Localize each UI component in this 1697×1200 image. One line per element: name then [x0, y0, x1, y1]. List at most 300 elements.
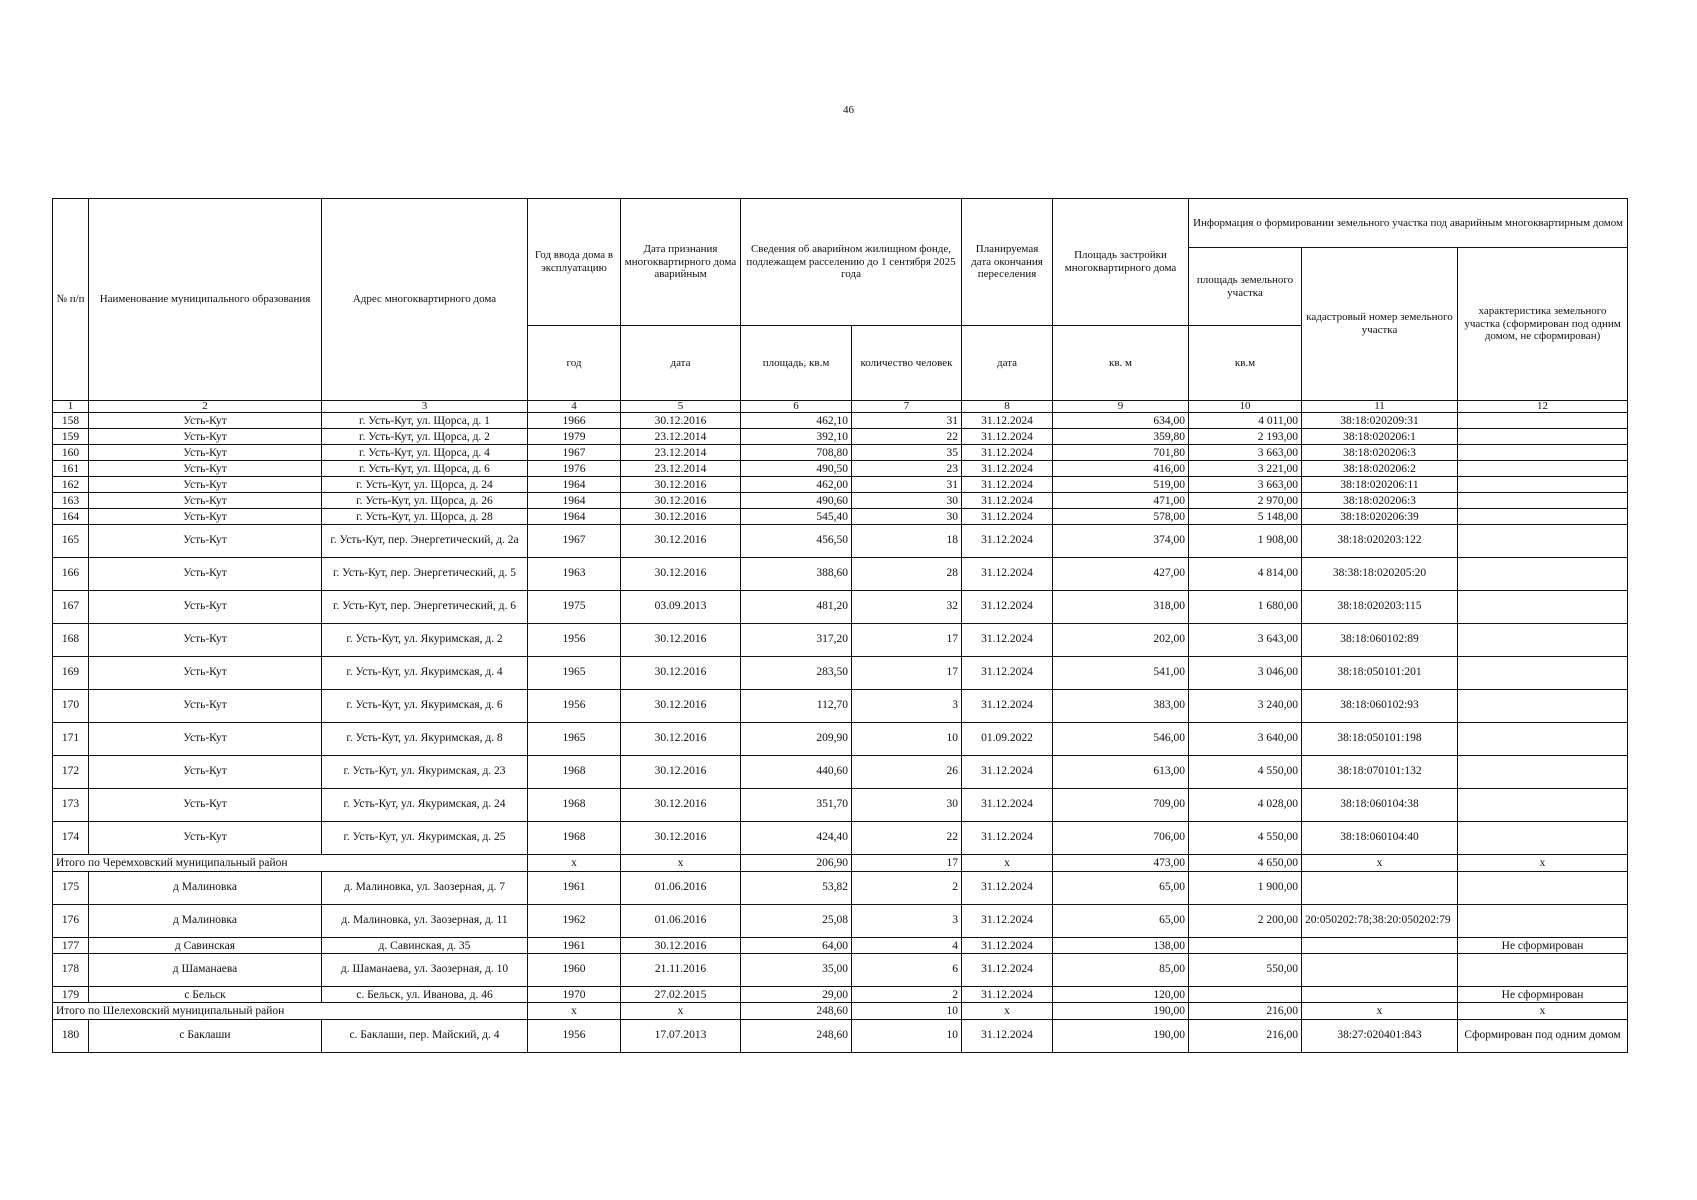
row-number: 176 — [53, 905, 89, 938]
people-count: 31 — [852, 477, 962, 493]
land-area: 3 643,00 — [1189, 624, 1302, 657]
municipality-name: д Савинская — [89, 938, 322, 954]
year-built: 1963 — [528, 558, 621, 591]
address: г. Усть-Кут, ул. Якуримская, д. 6 — [322, 690, 528, 723]
col-number: 4 — [528, 401, 621, 413]
municipality-name: Усть-Кут — [89, 591, 322, 624]
municipality-name: Усть-Кут — [89, 477, 322, 493]
municipality-name: с Баклаши — [89, 1020, 322, 1053]
municipality-name: д Шаманаева — [89, 954, 322, 987]
land-area: 3 046,00 — [1189, 657, 1302, 690]
people-count: 3 — [852, 690, 962, 723]
table-row — [53, 461, 1628, 477]
table-row — [53, 1020, 1628, 1053]
col-number: 2 — [89, 401, 322, 413]
recognition-date: 27.02.2015 — [621, 987, 741, 1003]
planned-date: 31.12.2024 — [962, 461, 1053, 477]
table-row — [53, 413, 1628, 429]
land-characteristic — [1458, 905, 1628, 938]
header-fund: Сведения об аварийном жилищном фонде, подлежащем расселению до 1 сентября 2025 года — [741, 199, 962, 326]
recognition-date: 30.12.2016 — [621, 493, 741, 509]
land-characteristic — [1458, 525, 1628, 558]
table-row — [53, 657, 1628, 690]
municipality-name: Усть-Кут — [89, 789, 322, 822]
planned-date: 31.12.2024 — [962, 477, 1053, 493]
fund-area: 388,60 — [741, 558, 852, 591]
year-built: 1956 — [528, 1020, 621, 1053]
fund-area: 456,50 — [741, 525, 852, 558]
header-build-area: Площадь застройки многоквартирного дома — [1053, 199, 1189, 326]
year-built: 1976 — [528, 461, 621, 477]
year-built: 1961 — [528, 938, 621, 954]
header-year: Год ввода дома в эксплуатацию — [528, 199, 621, 326]
land-area: 4 550,00 — [1189, 822, 1302, 855]
land-area: 3 663,00 — [1189, 477, 1302, 493]
municipality-name: д Малиновка — [89, 905, 322, 938]
table-row — [53, 789, 1628, 822]
table-row — [53, 445, 1628, 461]
year-built: 1960 — [528, 954, 621, 987]
land-characteristic — [1458, 591, 1628, 624]
land-area: 3 663,00 — [1189, 445, 1302, 461]
table-row — [53, 525, 1628, 558]
row-number: 180 — [53, 1020, 89, 1053]
row-number: 172 — [53, 756, 89, 789]
land-characteristic — [1458, 493, 1628, 509]
cadastral-number: 38:18:020206:1 — [1302, 429, 1458, 445]
header-mo: Наименование муниципального образования — [89, 199, 322, 401]
people-count: 31 — [852, 413, 962, 429]
land-area: 1 908,00 — [1189, 525, 1302, 558]
land-area: 4 011,00 — [1189, 413, 1302, 429]
build-area: 85,00 — [1053, 954, 1189, 987]
cadastral-number — [1302, 954, 1458, 987]
people-count: 18 — [852, 525, 962, 558]
people-count: 4 — [852, 938, 962, 954]
col-number: 1 — [53, 401, 89, 413]
people-count: 10 — [852, 723, 962, 756]
land-characteristic — [1458, 558, 1628, 591]
people-count: 2 — [852, 872, 962, 905]
planned-date: 31.12.2024 — [962, 657, 1053, 690]
address: г. Усть-Кут, ул. Щорса, д. 26 — [322, 493, 528, 509]
table-row — [53, 905, 1628, 938]
land-area: 4 550,00 — [1189, 756, 1302, 789]
table-row — [53, 591, 1628, 624]
land-characteristic: Сформирован под одним домом — [1458, 1020, 1628, 1053]
address: г. Усть-Кут, ул. Якуримская, д. 8 — [322, 723, 528, 756]
fund-area: 351,70 — [741, 789, 852, 822]
recognition-date: 01.06.2016 — [621, 872, 741, 905]
build-area: 578,00 — [1053, 509, 1189, 525]
cadastral-number: 38:18:020206:3 — [1302, 493, 1458, 509]
recognition-date: 30.12.2016 — [621, 624, 741, 657]
total-land: 216,00 — [1189, 1003, 1302, 1020]
unit-people: количество человек — [852, 326, 962, 401]
year-built: 1961 — [528, 872, 621, 905]
planned-date: 31.12.2024 — [962, 938, 1053, 954]
people-count: 10 — [852, 1020, 962, 1053]
col-number: 9 — [1053, 401, 1189, 413]
planned-date: 31.12.2024 — [962, 872, 1053, 905]
total-people: 10 — [852, 1003, 962, 1020]
land-characteristic — [1458, 822, 1628, 855]
total-row — [53, 855, 1628, 872]
planned-date: 31.12.2024 — [962, 789, 1053, 822]
row-number: 162 — [53, 477, 89, 493]
table-row — [53, 987, 1628, 1003]
row-number: 160 — [53, 445, 89, 461]
total-char: x — [1458, 855, 1628, 872]
table-row — [53, 624, 1628, 657]
year-built: 1956 — [528, 624, 621, 657]
fund-area: 440,60 — [741, 756, 852, 789]
year-built: 1968 — [528, 789, 621, 822]
municipality-name: Усть-Кут — [89, 509, 322, 525]
row-number: 174 — [53, 822, 89, 855]
municipality-name: Усть-Кут — [89, 657, 322, 690]
row-number: 168 — [53, 624, 89, 657]
unit-date: дата — [621, 326, 741, 401]
fund-area: 53,82 — [741, 872, 852, 905]
total-date: x — [621, 855, 741, 872]
header-planned-date: Планируемая дата окончания переселения — [962, 199, 1053, 326]
recognition-date: 30.12.2016 — [621, 723, 741, 756]
cadastral-number: 38:18:020203:122 — [1302, 525, 1458, 558]
people-count: 28 — [852, 558, 962, 591]
municipality-name: Усть-Кут — [89, 461, 322, 477]
fund-area: 490,60 — [741, 493, 852, 509]
address: г. Усть-Кут, пер. Энергетический, д. 2а — [322, 525, 528, 558]
land-characteristic — [1458, 461, 1628, 477]
land-characteristic — [1458, 509, 1628, 525]
land-characteristic — [1458, 624, 1628, 657]
total-row — [53, 1003, 1628, 1020]
year-built: 1968 — [528, 756, 621, 789]
address: д. Малиновка, ул. Заозерная, д. 7 — [322, 872, 528, 905]
table-row — [53, 558, 1628, 591]
total-year: x — [528, 855, 621, 872]
total-cad: x — [1302, 855, 1458, 872]
build-area: 65,00 — [1053, 905, 1189, 938]
planned-date: 01.09.2022 — [962, 723, 1053, 756]
row-number: 178 — [53, 954, 89, 987]
cadastral-number — [1302, 872, 1458, 905]
table-row — [53, 954, 1628, 987]
build-area: 383,00 — [1053, 690, 1189, 723]
row-number: 167 — [53, 591, 89, 624]
planned-date: 31.12.2024 — [962, 756, 1053, 789]
build-area: 471,00 — [1053, 493, 1189, 509]
build-area: 701,80 — [1053, 445, 1189, 461]
table-row — [53, 872, 1628, 905]
fund-area: 64,00 — [741, 938, 852, 954]
col-number: 3 — [322, 401, 528, 413]
row-number: 175 — [53, 872, 89, 905]
recognition-date: 23.12.2014 — [621, 429, 741, 445]
planned-date: 31.12.2024 — [962, 954, 1053, 987]
table-row — [53, 723, 1628, 756]
col-number: 10 — [1189, 401, 1302, 413]
fund-area: 25,08 — [741, 905, 852, 938]
fund-area: 317,20 — [741, 624, 852, 657]
year-built: 1964 — [528, 477, 621, 493]
fund-area: 490,50 — [741, 461, 852, 477]
header-land-info: Информация о формировании земельного участка под аварийным многоквартирным домом — [1189, 199, 1628, 248]
cadastral-number — [1302, 987, 1458, 1003]
recognition-date: 30.12.2016 — [621, 558, 741, 591]
fund-area: 545,40 — [741, 509, 852, 525]
build-area: 318,00 — [1053, 591, 1189, 624]
people-count: 22 — [852, 822, 962, 855]
row-number: 171 — [53, 723, 89, 756]
address: г. Усть-Кут, ул. Якуримская, д. 24 — [322, 789, 528, 822]
land-characteristic — [1458, 429, 1628, 445]
address: д. Савинская, д. 35 — [322, 938, 528, 954]
address: г. Усть-Кут, пер. Энергетический, д. 6 — [322, 591, 528, 624]
col-number: 7 — [852, 401, 962, 413]
address: д. Малиновка, ул. Заозерная, д. 11 — [322, 905, 528, 938]
recognition-date: 30.12.2016 — [621, 509, 741, 525]
build-area: 416,00 — [1053, 461, 1189, 477]
fund-area: 708,80 — [741, 445, 852, 461]
municipality-name: Усть-Кут — [89, 756, 322, 789]
col-number: 8 — [962, 401, 1053, 413]
col-number: 11 — [1302, 401, 1458, 413]
cadastral-number: 38:18:050101:198 — [1302, 723, 1458, 756]
address: с. Бельск, ул. Иванова, д. 46 — [322, 987, 528, 1003]
planned-date: 31.12.2024 — [962, 509, 1053, 525]
land-characteristic — [1458, 872, 1628, 905]
fund-area: 248,60 — [741, 1020, 852, 1053]
fund-area: 29,00 — [741, 987, 852, 1003]
people-count: 26 — [852, 756, 962, 789]
recognition-date: 30.12.2016 — [621, 822, 741, 855]
cadastral-number: 38:18:060102:89 — [1302, 624, 1458, 657]
year-built: 1979 — [528, 429, 621, 445]
year-built: 1966 — [528, 413, 621, 429]
people-count: 17 — [852, 657, 962, 690]
land-characteristic — [1458, 789, 1628, 822]
table-row — [53, 509, 1628, 525]
land-area: 2 200,00 — [1189, 905, 1302, 938]
header-date-recognition: Дата признания многоквартирного дома аварийным — [621, 199, 741, 326]
people-count: 22 — [852, 429, 962, 445]
header-land-area: площадь земельного участка — [1189, 248, 1302, 326]
recognition-date: 30.12.2016 — [621, 525, 741, 558]
land-area: 2 193,00 — [1189, 429, 1302, 445]
year-built: 1962 — [528, 905, 621, 938]
cadastral-number: 38:18:020203:115 — [1302, 591, 1458, 624]
cadastral-number: 38:18:020206:2 — [1302, 461, 1458, 477]
people-count: 30 — [852, 789, 962, 822]
recognition-date: 30.12.2016 — [621, 690, 741, 723]
municipality-name: Усть-Кут — [89, 525, 322, 558]
year-built: 1967 — [528, 525, 621, 558]
land-area — [1189, 938, 1302, 954]
land-area: 4 028,00 — [1189, 789, 1302, 822]
cadastral-number: 38:18:060104:38 — [1302, 789, 1458, 822]
col-number: 5 — [621, 401, 741, 413]
column-number-row — [53, 401, 1628, 413]
address: г. Усть-Кут, пер. Энергетический, д. 5 — [322, 558, 528, 591]
land-characteristic — [1458, 756, 1628, 789]
municipality-name: д Малиновка — [89, 872, 322, 905]
address: г. Усть-Кут, ул. Щорса, д. 1 — [322, 413, 528, 429]
address: г. Усть-Кут, ул. Щорса, д. 4 — [322, 445, 528, 461]
people-count: 35 — [852, 445, 962, 461]
row-number: 177 — [53, 938, 89, 954]
header-characteristic: характеристика земельного участка (сформирован под одним домом, не сформирован) — [1458, 248, 1628, 401]
table-body — [53, 401, 1628, 1053]
planned-date: 31.12.2024 — [962, 905, 1053, 938]
planned-date: 31.12.2024 — [962, 987, 1053, 1003]
build-area: 541,00 — [1053, 657, 1189, 690]
build-area: 202,00 — [1053, 624, 1189, 657]
cadastral-number: 20:050202:78;38:20:050202:79 — [1302, 905, 1458, 938]
planned-date: 31.12.2024 — [962, 690, 1053, 723]
row-number: 163 — [53, 493, 89, 509]
address: г. Усть-Кут, ул. Якуримская, д. 4 — [322, 657, 528, 690]
address: д. Шаманаева, ул. Заозерная, д. 10 — [322, 954, 528, 987]
table-row — [53, 429, 1628, 445]
build-area: 359,80 — [1053, 429, 1189, 445]
recognition-date: 23.12.2014 — [621, 461, 741, 477]
unit-planned: дата — [962, 326, 1053, 401]
land-characteristic — [1458, 723, 1628, 756]
page-number: 46 — [843, 104, 854, 116]
planned-date: 31.12.2024 — [962, 445, 1053, 461]
recognition-date: 01.06.2016 — [621, 905, 741, 938]
total-cad: x — [1302, 1003, 1458, 1020]
municipality-name: Усть-Кут — [89, 624, 322, 657]
total-planned: x — [962, 855, 1053, 872]
land-characteristic: Не сформирован — [1458, 938, 1628, 954]
unit-area: площадь, кв.м — [741, 326, 852, 401]
cadastral-number — [1302, 938, 1458, 954]
land-area: 3 221,00 — [1189, 461, 1302, 477]
unit-build: кв. м — [1053, 326, 1189, 401]
recognition-date: 30.12.2016 — [621, 789, 741, 822]
land-characteristic — [1458, 690, 1628, 723]
address: г. Усть-Кут, ул. Щорса, д. 2 — [322, 429, 528, 445]
recognition-date: 30.12.2016 — [621, 938, 741, 954]
address: г. Усть-Кут, ул. Якуримская, д. 2 — [322, 624, 528, 657]
land-characteristic — [1458, 477, 1628, 493]
cadastral-number: 38:18:070101:132 — [1302, 756, 1458, 789]
build-area: 546,00 — [1053, 723, 1189, 756]
land-area: 550,00 — [1189, 954, 1302, 987]
fund-area: 481,20 — [741, 591, 852, 624]
people-count: 17 — [852, 624, 962, 657]
recognition-date: 23.12.2014 — [621, 445, 741, 461]
people-count: 30 — [852, 509, 962, 525]
row-number: 158 — [53, 413, 89, 429]
people-count: 2 — [852, 987, 962, 1003]
total-year: x — [528, 1003, 621, 1020]
unit-land: кв.м — [1189, 326, 1302, 401]
cadastral-number: 38:18:060104:40 — [1302, 822, 1458, 855]
land-characteristic — [1458, 657, 1628, 690]
unit-year: год — [528, 326, 621, 401]
land-area — [1189, 987, 1302, 1003]
land-area: 5 148,00 — [1189, 509, 1302, 525]
year-built: 1965 — [528, 723, 621, 756]
build-area: 190,00 — [1053, 1020, 1189, 1053]
table-row — [53, 938, 1628, 954]
planned-date: 31.12.2024 — [962, 591, 1053, 624]
cadastral-number: 38:18:020206:3 — [1302, 445, 1458, 461]
table-row — [53, 822, 1628, 855]
total-build: 190,00 — [1053, 1003, 1189, 1020]
row-number: 179 — [53, 987, 89, 1003]
fund-area: 112,70 — [741, 690, 852, 723]
cadastral-number: 38:18:020206:11 — [1302, 477, 1458, 493]
land-area: 3 240,00 — [1189, 690, 1302, 723]
land-characteristic: Не сформирован — [1458, 987, 1628, 1003]
address: г. Усть-Кут, ул. Щорса, д. 28 — [322, 509, 528, 525]
header-address: Адрес многоквартирного дома — [322, 199, 528, 401]
year-built: 1964 — [528, 509, 621, 525]
fund-area: 35,00 — [741, 954, 852, 987]
land-area: 216,00 — [1189, 1020, 1302, 1053]
year-built: 1967 — [528, 445, 621, 461]
header-cadastral: кадастровый номер земельного участка — [1302, 248, 1458, 401]
municipality-name: с Бельск — [89, 987, 322, 1003]
total-area: 206,90 — [741, 855, 852, 872]
table-header — [53, 199, 1628, 401]
build-area: 519,00 — [1053, 477, 1189, 493]
build-area: 709,00 — [1053, 789, 1189, 822]
fund-area: 392,10 — [741, 429, 852, 445]
year-built: 1964 — [528, 493, 621, 509]
people-count: 6 — [852, 954, 962, 987]
land-area: 4 814,00 — [1189, 558, 1302, 591]
recognition-date: 17.07.2013 — [621, 1020, 741, 1053]
address: г. Усть-Кут, ул. Якуримская, д. 25 — [322, 822, 528, 855]
recognition-date: 30.12.2016 — [621, 657, 741, 690]
fund-area: 209,90 — [741, 723, 852, 756]
build-area: 427,00 — [1053, 558, 1189, 591]
land-characteristic — [1458, 445, 1628, 461]
municipality-name: Усть-Кут — [89, 690, 322, 723]
municipality-name: Усть-Кут — [89, 429, 322, 445]
header-num: № п/п — [53, 199, 89, 401]
recognition-date: 21.11.2016 — [621, 954, 741, 987]
year-built: 1965 — [528, 657, 621, 690]
land-characteristic — [1458, 954, 1628, 987]
address: г. Усть-Кут, ул. Щорса, д. 24 — [322, 477, 528, 493]
col-number: 6 — [741, 401, 852, 413]
land-characteristic — [1458, 413, 1628, 429]
build-area: 65,00 — [1053, 872, 1189, 905]
land-area: 2 970,00 — [1189, 493, 1302, 509]
municipality-name: Усть-Кут — [89, 822, 322, 855]
planned-date: 31.12.2024 — [962, 429, 1053, 445]
planned-date: 31.12.2024 — [962, 413, 1053, 429]
table-row — [53, 493, 1628, 509]
planned-date: 31.12.2024 — [962, 822, 1053, 855]
total-land: 4 650,00 — [1189, 855, 1302, 872]
cadastral-number: 38:18:020206:39 — [1302, 509, 1458, 525]
table-row — [53, 756, 1628, 789]
build-area: 634,00 — [1053, 413, 1189, 429]
people-count: 30 — [852, 493, 962, 509]
emergency-housing-table — [52, 198, 1628, 1053]
table-row — [53, 690, 1628, 723]
planned-date: 31.12.2024 — [962, 558, 1053, 591]
total-char: x — [1458, 1003, 1628, 1020]
